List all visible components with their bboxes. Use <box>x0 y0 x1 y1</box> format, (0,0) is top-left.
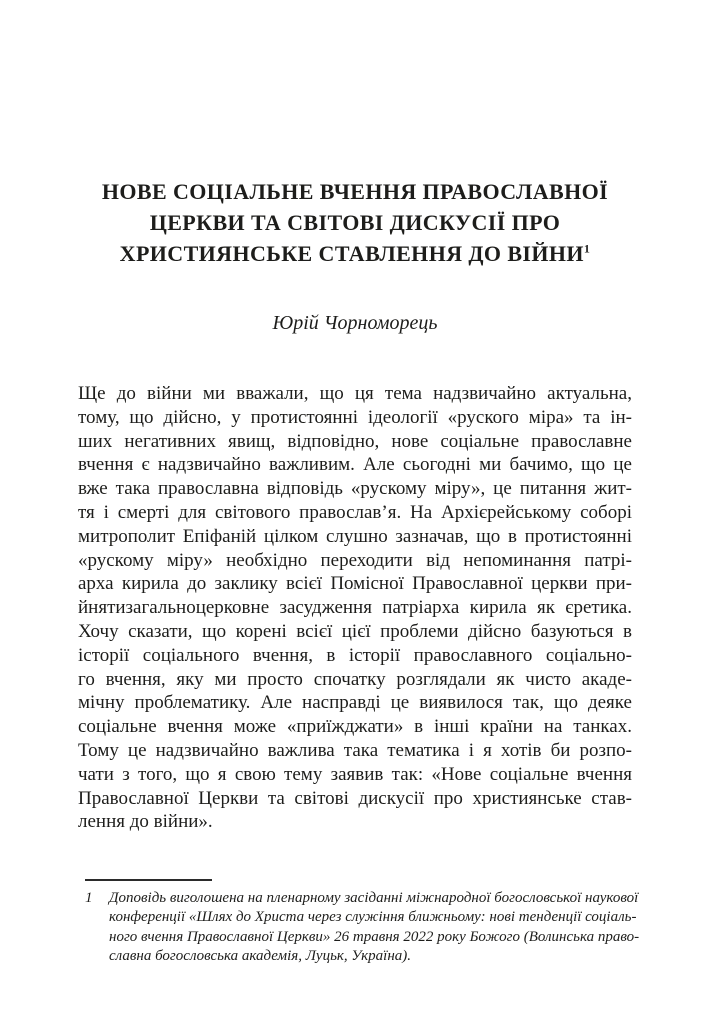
body-line: Тому це надзвичайно важлива така тематика і я хотів би розпо- <box>78 739 632 761</box>
footnote-number: 1 <box>85 890 93 907</box>
footnote <box>85 889 640 966</box>
title-line-3: ХРИСТИЯНСЬКЕ СТАВЛЕННЯ ДО ВІЙНИ <box>119 241 584 266</box>
footnote-line: ного вчення Православної Церкви» 26 травня 2022 року Божого (Волинська право- <box>109 928 640 945</box>
body-line: соціальне вчення може «приїжджати» в інші країни на танках. <box>78 716 632 738</box>
body-line: мічну проблематику. Але насправді це виявилося так, що деяке <box>78 692 632 714</box>
body-line: історії соціального вчення, в історії православного соціально- <box>78 644 632 666</box>
footnote-text <box>109 889 640 966</box>
footnote-line: Доповідь виголошена на пленарному засіданні міжнародної богословської наукової <box>109 890 639 907</box>
body-line: ших негативних явищ, відповідно, нове соціальне православне <box>78 430 632 452</box>
body-line: чати з того, що я свою тему заявив так: «Нове соціальне вчення <box>78 763 632 785</box>
body-line: Хочу сказати, що корені всієї цієї проблеми дійсно базуються в <box>78 620 632 642</box>
body-line: «рускому міру» необхідно переходити від непоминання патрі- <box>78 549 632 571</box>
body-line: го вчення, яку ми просто спочатку розглядали як чисто акаде- <box>78 668 632 690</box>
footnote-divider <box>85 879 212 881</box>
title-line-2: ЦЕРКВИ ТА СВІТОВІ ДИСКУСІЇ ПРО <box>149 210 561 235</box>
body-line: лення до війни». <box>78 811 213 833</box>
body-paragraph <box>78 382 632 834</box>
page-content <box>78 0 640 966</box>
title-line-1: НОВЕ СОЦІАЛЬНЕ ВЧЕННЯ ПРАВОСЛАВНОЇ <box>101 179 609 204</box>
body-line: митрополит Епіфаній цілком слушно зазначав, що в протистоянні <box>78 525 632 547</box>
footnote-line: славна богословська академія, Луцьк, Україна). <box>109 948 412 965</box>
title-footnote-ref: 1 <box>583 241 591 256</box>
footnote-line: конференції «Шлях до Христа через служіння ближньому: нові тенденції соціаль- <box>109 909 637 926</box>
author-name: Юрій Чорноморець <box>272 312 438 334</box>
body-line: Православної Церкви та світові дискусії про християнське став- <box>78 787 632 809</box>
body-line: Ще до війни ми вважали, що ця тема надзвичайно актуальна, <box>78 383 632 404</box>
body-line: вчення є надзвичайно важливим. Але сьогодні ми бачимо, що це <box>78 454 632 476</box>
body-line: арха кирила до заклику всієї Помісної Православної церкви при- <box>78 573 632 595</box>
page-title <box>78 176 632 269</box>
body-line: вже така православна відповідь «рускому міру», це питання жит- <box>78 478 632 500</box>
body-line: йнятизагальноцерковне засудження патріарха кирила як єретика. <box>78 597 632 619</box>
body-line: тя і смерті для світового православ’я. На Архієрейському соборі <box>78 501 632 523</box>
body-line: тому, що дійсно, у протистоянні ідеології «руского міра» та ін- <box>78 406 632 428</box>
